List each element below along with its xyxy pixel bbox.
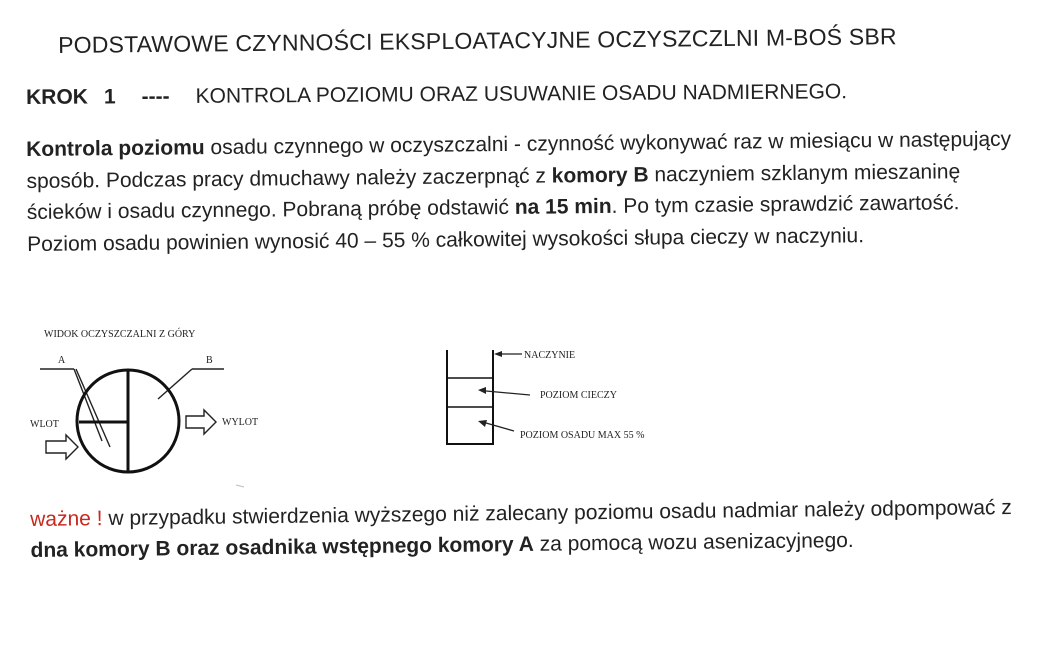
vessel-label: NACZYNIE — [524, 350, 576, 361]
outlet-label: WYLOT — [222, 417, 259, 428]
warning-paragraph — [30, 493, 1021, 566]
sludge-arrow-line — [486, 423, 514, 431]
step-description: KONTROLA POZIOMU ORAZ USUWANIE OSADU NADMIERNEGO. — [195, 80, 848, 108]
warning-label: ważne ! — [30, 507, 103, 531]
step-number: 1 — [103, 85, 116, 109]
step-label: KROK — [26, 85, 89, 109]
paragraph-text-2: naczyniem szklanym mieszaninę ścieków i osadu czynnego. Pobraną próbę odstawić — [26, 159, 961, 224]
page-title: PODSTAWOWE CZYNNOŚCI EKSPLOATACYJNE OCZYSZCZLNI M-BOŚ SBR — [58, 23, 897, 58]
bold-time: na 15 min — [514, 194, 612, 219]
vessel-outline — [447, 350, 493, 444]
outlet-arrow-icon — [186, 410, 216, 434]
sample-vessel-diagram — [430, 340, 750, 460]
inlet-label: WLOT — [30, 419, 59, 430]
sludge-arrow-icon — [478, 420, 487, 427]
instructions-paragraph — [26, 124, 1017, 260]
bold-chamber: komory B — [551, 162, 649, 187]
chamber-a-label: A — [58, 355, 66, 366]
plant-top-view-diagram — [0, 315, 300, 495]
step-dashes: ---- — [141, 84, 170, 109]
plant-caption: WIDOK OCZYSZCZALNI Z GÓRY — [44, 329, 196, 340]
scan-mark — [236, 485, 244, 487]
warning-bold: dna komory B oraz osadnika wstępnego komory A — [30, 532, 534, 562]
warning-text-1: w przypadku stwierdzenia wyższego niż zalecany poziomu osadu nadmiar należy odpompować z — [102, 496, 1012, 531]
paragraph-text-3: . Po tym czasie sprawdzić zawartość. Poziom osadu powinien wynosić 40 – 55 % całkowitej wysokości słupa cieczy w naczyniu. — [27, 191, 960, 256]
liquid-arrow-icon — [478, 387, 486, 394]
label-a-pointer-2 — [76, 369, 110, 447]
inlet-arrow-icon — [46, 435, 78, 459]
paragraph-text-1: osadu czynnego w oczyszczalni - czynność wykonywać raz w miesiącu w następujący sposób. Podczas pracy dmuchawy należy zaczerpnąć z — [26, 127, 1012, 193]
step-heading — [26, 80, 847, 110]
chamber-b-label: B — [206, 355, 213, 366]
sludge-level-label: POZIOM OSADU MAX 55 % — [520, 430, 645, 441]
bold-intro: Kontrola poziomu — [26, 136, 205, 161]
liquid-level-label: POZIOM CIECZY — [540, 390, 617, 401]
vessel-arrow-icon — [494, 351, 502, 357]
warning-text-2: za pomocą wozu asenizacyjnego. — [533, 528, 854, 556]
